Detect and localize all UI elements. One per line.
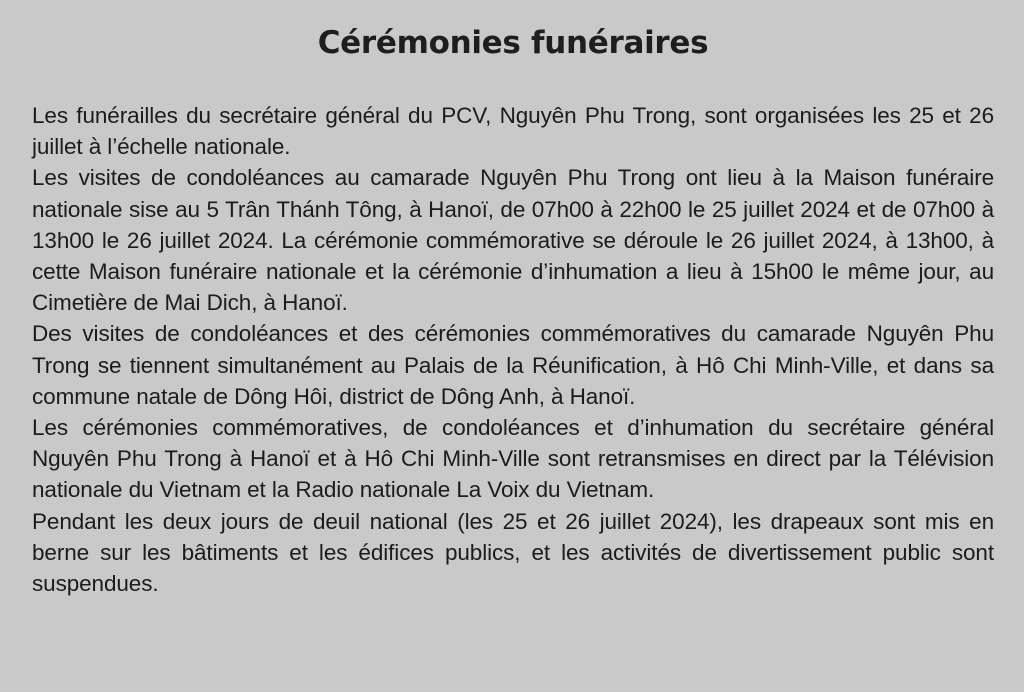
paragraph-live-broadcast: Les cérémonies commémoratives, de condoléances et d’inhumation du secrétaire général Nguyên Phu Trong à Hanoï et à Hô Chi Minh-Ville sont retransmises en direct par la Télévision nationale du Vietnam et la Radio nationale La Voix du Vietnam. xyxy=(32,415,994,503)
paragraph-national-mourning: Pendant les deux jours de deuil national (les 25 et 26 juillet 2024), les drapeaux sont mis en berne sur les bâtiments et les édifices publics, et les activités de divertissement public sont suspendues. xyxy=(32,508,994,597)
document-page xyxy=(0,22,1024,692)
article-body xyxy=(32,100,994,599)
paragraph-simultaneous-ceremonies: Des visites de condoléances et des cérémonies commémoratives du camarade Nguyên Phu Trong se tiennent simultanément au Palais de la Réunification, à Hô Chi Minh-Ville, et dans sa commune natale de Dông Hôi, district de Dông Anh, à Hanoï. xyxy=(32,321,994,409)
page-title: Cérémonies funéraires xyxy=(317,25,709,61)
paragraph-condolence-visits: Les visites de condoléances au camarade Nguyên Phu Trong ont lieu à la Maison funéraire nationale sise au 5 Trân Thánh Tông, à Hanoï, de 07h00 à 22h00 le 25 juillet 2024 et de 07h00 à 13h00 le 26 juillet 2024. La cérémonie commémorative se déroule le 26 juillet 2024, à 13h00, à cette Maison funéraire nationale et la cérémonie d’inhumation a lieu à 15h00 le même jour, au Cimetière de Mai Dich, à Hanoï. xyxy=(32,165,994,316)
paragraph-national-funeral: Les funérailles du secrétaire général du PCV, Nguyên Phu Trong, sont organisées les 25 et 26 juillet à l’échelle nationale. xyxy=(32,103,994,160)
